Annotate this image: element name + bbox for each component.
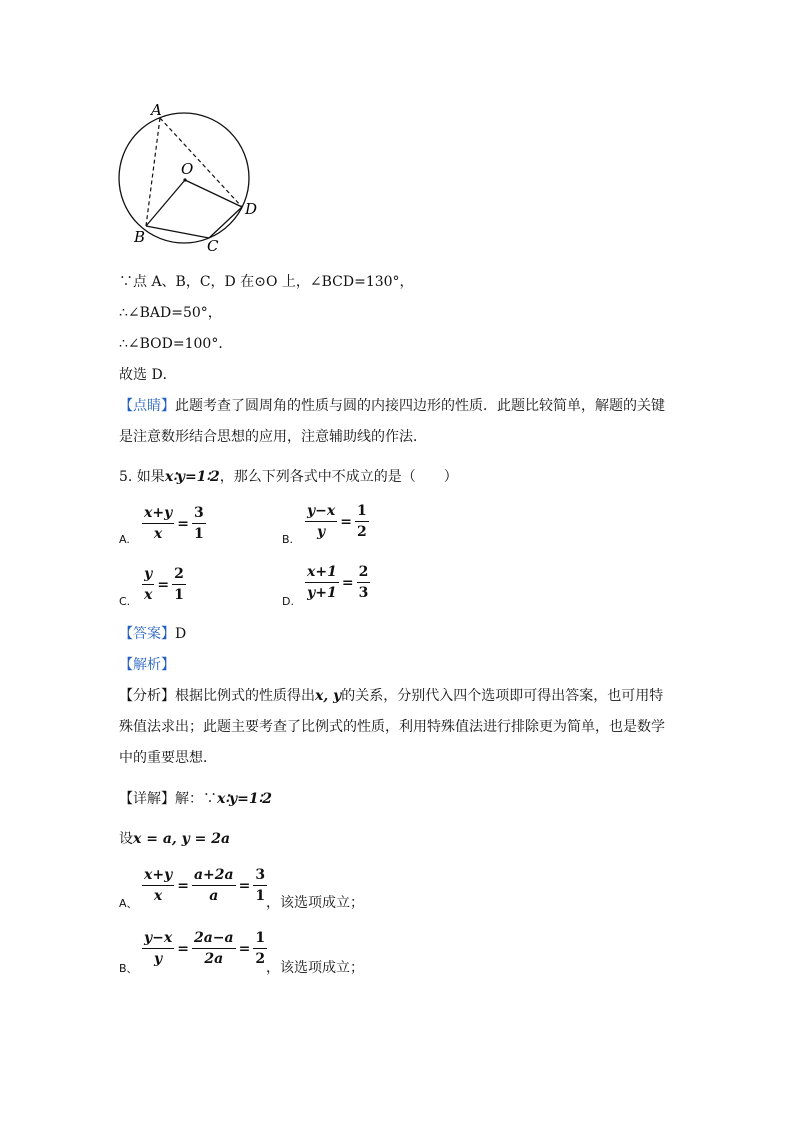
xiangjie-tag: 【详解】 <box>119 791 175 807</box>
detail-B-tail: ，该选项成立； <box>266 960 364 976</box>
option-A-num: x+y <box>142 504 174 524</box>
fenxi-tag: 【分析】 <box>119 688 175 704</box>
equals-sign: = <box>177 515 189 532</box>
option-D-num: x+1 <box>305 563 339 583</box>
detail-A-formula <box>142 866 267 905</box>
detail-A-num2: a+2a <box>192 866 236 886</box>
detail-A-label: A、 <box>119 897 138 910</box>
set-expression: x = a, y = 2a <box>133 831 231 847</box>
detail-A-num3: 3 <box>253 866 267 886</box>
dashed-line-AB <box>146 118 160 226</box>
answer-line <box>119 623 186 643</box>
detail-B-formula <box>142 929 267 968</box>
detail-A-den2: a <box>209 888 219 904</box>
option-C-den: x <box>144 587 153 603</box>
equals-sign: = <box>341 574 354 591</box>
option-C-rden: 1 <box>174 587 184 603</box>
option-A-rnum: 3 <box>192 504 206 524</box>
detail-A-num1: x+y <box>142 866 174 886</box>
option-C-num: y <box>142 565 154 585</box>
text-line-2: ∴∠BAD=50°， <box>119 305 222 321</box>
q5-prefix: 5. 如果 <box>119 469 165 485</box>
xiangjie-line <box>119 788 272 808</box>
equals-sign: = <box>340 513 352 530</box>
circle-figure <box>110 100 280 255</box>
circle <box>119 113 249 243</box>
answer-tag: 【答案】 <box>119 626 175 642</box>
question-5 <box>119 466 458 486</box>
fenxi-vars: x, y <box>315 688 342 704</box>
set-line <box>119 828 230 848</box>
detail-A-den1: x <box>153 888 163 904</box>
text-line-4: 故选 D． <box>119 367 177 383</box>
option-C-label: C. <box>119 595 131 608</box>
detail-B-den3: 2 <box>255 951 266 967</box>
label-D: D <box>245 200 258 218</box>
detail-A-tail: ，该选项成立； <box>266 895 364 911</box>
option-B-label: B. <box>282 533 294 546</box>
set-prefix: 设 <box>119 831 133 847</box>
text-line-1: ∵点 A、B，C，D 在⊙O 上，∠BCD=130°， <box>119 274 414 290</box>
detail-B-num3: 1 <box>253 929 267 949</box>
option-D-rnum: 2 <box>357 563 371 583</box>
dianjing-line-2: 是注意数形结合思想的应用，注意辅助线的作法． <box>119 429 427 445</box>
option-D-rden: 3 <box>358 585 369 601</box>
xiangjie-text: 解： <box>175 791 203 807</box>
option-D-label: D. <box>282 595 294 608</box>
answer-value: D <box>175 626 187 642</box>
label-A: A <box>151 101 162 119</box>
fenxi-text-1b: 的关系，分别代入四个选项即可得出答案，也可用特 <box>341 688 664 704</box>
option-A-label: A. <box>119 533 130 546</box>
dianjing-text-1: 此题考查了圆周角的性质与圆的内接四边形的性质．此题比较简单，解题的关键 <box>175 398 665 414</box>
option-A-formula <box>142 504 206 543</box>
line-CD <box>209 207 242 238</box>
detail-B-num1: y−x <box>142 929 174 949</box>
option-B-num: y−x <box>305 502 337 522</box>
option-A-den: x <box>153 526 163 542</box>
option-D-den: y+1 <box>307 585 337 601</box>
xiangjie-condition: x∶y=1∶2 <box>217 791 272 807</box>
jiexi-tag: 【解析】 <box>119 657 175 673</box>
option-C-formula <box>142 565 186 604</box>
detail-B-den2: 2a <box>204 951 224 967</box>
option-B-rden: 2 <box>356 524 367 540</box>
dianjing-line-1 <box>119 395 665 415</box>
equals-sign: = <box>238 877 251 894</box>
center-point <box>183 178 186 181</box>
line-OD <box>185 180 242 207</box>
detail-B-label: B、 <box>119 962 138 975</box>
option-B-den: y <box>317 524 326 540</box>
label-O: O <box>181 160 194 178</box>
option-D-formula <box>305 563 370 602</box>
fenxi-line-2: 殊值法求出；此题主要考查了比例式的性质，利用特殊值法进行排除更为简单，也是数学 <box>119 719 665 735</box>
fenxi-line-1 <box>119 685 663 705</box>
label-C: C <box>207 237 219 255</box>
detail-A-den3: 1 <box>255 888 266 904</box>
detail-B-den1: y <box>154 951 163 967</box>
q5-suffix: ，那么下列各式中不成立的是（ ） <box>219 469 458 485</box>
dianjing-tag: 【点睛】 <box>119 398 175 414</box>
because-symbol: ∵ <box>203 791 217 807</box>
option-B-formula <box>305 502 369 541</box>
detail-B-num2: 2a−a <box>192 929 236 949</box>
equals-sign: = <box>177 940 189 957</box>
equals-sign: = <box>238 940 251 957</box>
fenxi-text-1a: 根据比例式的性质得出 <box>175 688 315 704</box>
q5-condition: x∶y=1∶2 <box>164 469 220 485</box>
option-C-rnum: 2 <box>172 565 186 585</box>
line-OB <box>146 180 185 226</box>
fenxi-line-3: 中的重要思想． <box>119 750 217 766</box>
equals-sign: = <box>177 877 189 894</box>
option-A-rden: 1 <box>193 526 204 542</box>
equals-sign: = <box>157 576 170 593</box>
option-B-rnum: 1 <box>355 502 369 522</box>
label-B: B <box>134 228 146 246</box>
text-line-3: ∴∠BOD=100°． <box>119 336 233 352</box>
